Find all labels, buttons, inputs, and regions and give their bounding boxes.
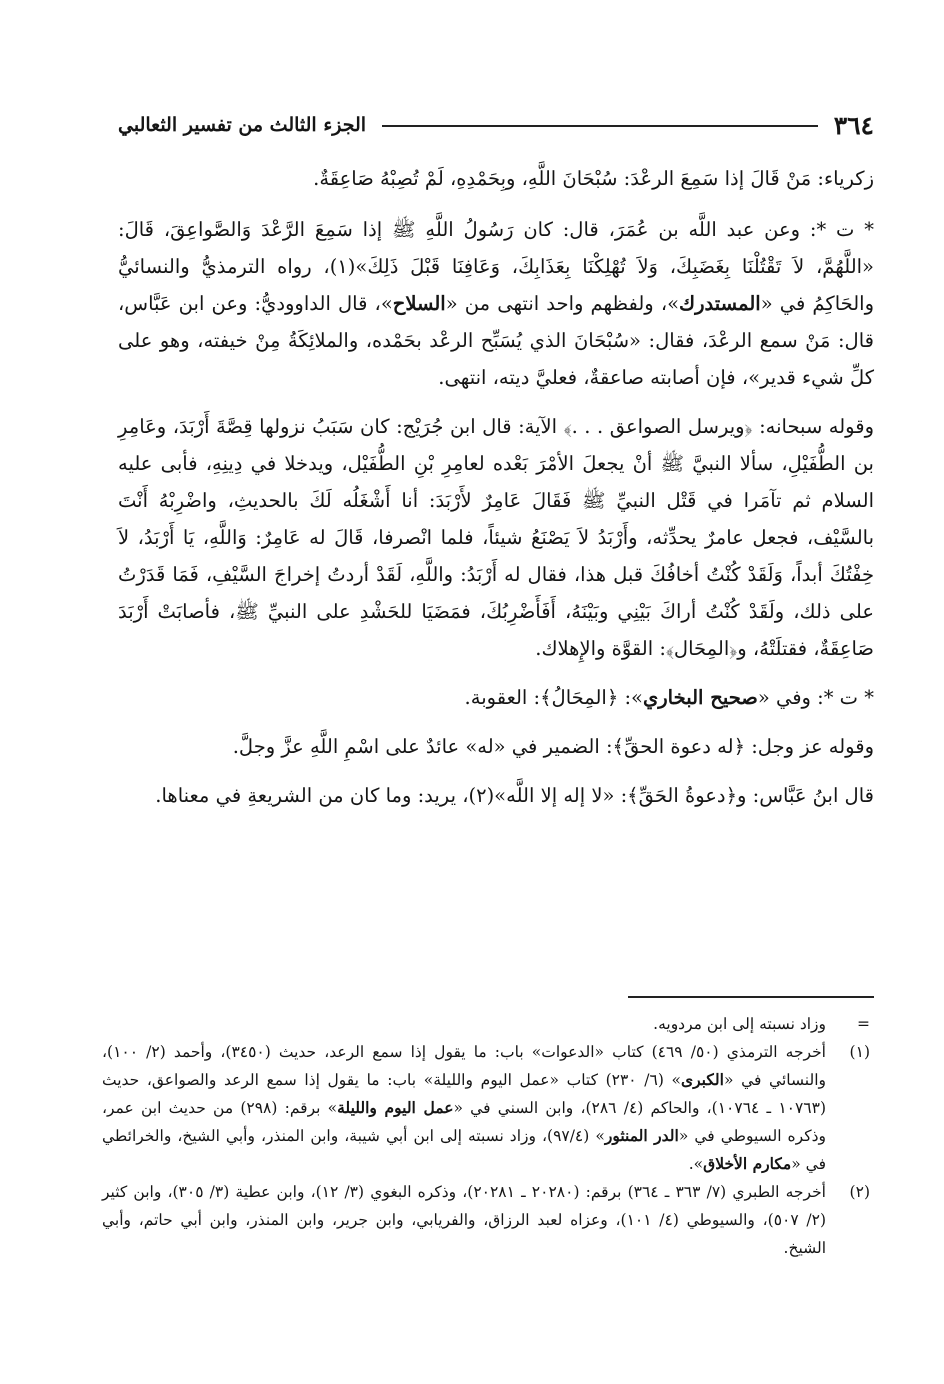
page-header bbox=[118, 108, 874, 142]
paragraph-4 bbox=[118, 679, 874, 716]
paragraph-3: وقوله سبحانه: ﴿ويرسل الصواعق . . .﴾ الآية: قال ابن جُرَيْج: كان سَبَبُ نزولها قِصَّةَ أَرْبَدَ، وعَامِرِ بن الطُّفَيْلِ، سألا النبيَّ ﷺ أنْ يجعلَ الأمْرَ بَعْده لعامِرِ بْنِ الطُّفَيْل، ويدخلا في دِينِهِ، فأبى عليه السلام ثم تآمَرا في قَتْل النبيِّ ﷺ فَقَالَ عَامِرٌ لأَرْبَدَ: أنا أَشْغَلُه لَكَ بالحديثِ، واضْرِبْهُ أَنْتَ بالسَّيْف، فجعل عامرٌ يحدِّثه، وأَرْبَدُ لاَ يَصْنَعُ شيئاً، فلما انْصرفا، قَالَ له عَامِرٌ: وَاللَّهِ، يَا أَرْبَدُ، لاَ خِفْتُكَ أبداً، وَلَقَدْ كُنْتُ أخافُكَ قبل هذا، فقال له أَرْبَدُ: واللَّهِ، لَقَدْ أردتُ إخراجَ السَّيْفِ، فَمَا قَدَرْتُ على ذلك، ولَقَدْ كُنْتُ أراكَ بَيْنِي وبَيْنَهُ، أَفَأَضْرِبُكَ، فمَضَيَا للحَشْدِ على النبيِّ ﷺ، فأصابَتْ أَرْبَدَ صَاعِقَةٌ، فقتلَتْهُ، و﴿المِحَال﴾: القوَّة والإِهلاك. bbox=[118, 415, 874, 660]
footnote-text: أخرجه الطبري (٧/ ٣٦٣ ـ ٣٦٤) برقم: (٢٠٢٨٠ ـ ٢٠٢٨١)، وذكره البغوي (٣/ ١٢)، وابن عطية (٣/ ٣٠٥)، وابن كثير (٢/ ٥٠٧)، والسيوطي (٤/ ١٠١)، وعزاه لعبد الرزاق، والفريابي، وابن جرير، وابن المنذر، وابن أبي حاتم، وأبي الشيخ. bbox=[102, 1183, 827, 1257]
paragraph-2 bbox=[118, 211, 874, 396]
footnote-text bbox=[102, 1038, 826, 1178]
footnote-1 bbox=[102, 1038, 874, 1178]
bold-title: صحيح البخاري bbox=[642, 686, 758, 709]
text-run: » برقم: (٢٩٨) من حديث ابن عمر، وذكره السيوطي في « bbox=[102, 1099, 826, 1145]
text-run: »، قال الداووديُّ: وعن ابن عَبَّاس، قال: مَنْ سمع الرعْدَ، فقال: «سُبْحَانَ الذي يُسَبِّح الرعْد بحَمْده، والملائِكَةُ مِنْ خيفته، وهو على كلِّ شيء قدير»، فإن أصابته صاعقةٌ، فعليَّ ديته، انتهى. bbox=[118, 292, 874, 389]
text-run: » (٩٧/٤)، وزاد نسبته إلى ابن أبي شيبة، وابن المنذر، وأبي الشيخ، والخرائطي في « bbox=[102, 1127, 826, 1173]
text-run: * ت *: وفي « bbox=[757, 686, 874, 709]
bold-title: المستدرك bbox=[679, 292, 761, 315]
bold-title: الدر المنثور bbox=[604, 1126, 679, 1145]
footnotes bbox=[102, 1010, 874, 1262]
footnote-marker: = bbox=[857, 1015, 870, 1033]
header-rule bbox=[382, 125, 818, 127]
bold-title: عمل اليوم والليلة bbox=[337, 1098, 454, 1117]
text-run: » (٦/ ٢٣٠) كتاب «عمل اليوم والليلة» باب: ما يقول إذا سمع الرعد والصواعق، حديث (١٠٧٦٣ ـ ١٠٧٦٤)، والحاكم (٤/ ٢٨٦)، وابن السني في « bbox=[102, 1071, 827, 1117]
page-number: ٣٦٤ bbox=[833, 110, 874, 140]
paragraph-6: قال ابنُ عَبَّاس: و﴿دعوةُ الحَقِّ﴾: «لا إله إلا اللَّه»(٢)، يريد: وما كان من الشريعةِ في معناها. bbox=[155, 784, 874, 807]
footnote-continuation bbox=[102, 1010, 874, 1038]
running-title: الجزء الثالث من تفسير الثعالبي bbox=[118, 114, 367, 136]
text-run: أخرجه الترمذي (٥٠/ ٤٦٩) كتاب «الدعوات» باب: ما يقول إذا سمع الرعد، حديث (٣٤٥٠)، وأحمد (٢/ ١٠٠)، والنسائي في « bbox=[102, 1043, 826, 1089]
footnote-separator bbox=[628, 996, 874, 998]
main-text bbox=[118, 160, 874, 826]
bold-title: الكبرى bbox=[681, 1070, 724, 1089]
text-run: ». bbox=[688, 1155, 704, 1173]
text-run: »، ولفظهم واحد انتهى من « bbox=[445, 292, 680, 315]
text-run: * ت *: وعن عبد اللَّه بن عُمَرَ، قال: كان رَسُولُ اللَّهِ ﷺ إذا سَمِعَ الرَّعْدَ وَالصَّواعِقَ، قَالَ: «اللَّهُمَّ، لاَ تَقْتُلْنَا بِغَضَبِكَ، وَلاَ تُهْلِكْنَا بِعَذَابِكَ، وَعَافِنَا قَبْلَ ذَلِكَ»(١)، رواه الترمذيُّ والنسائيُّ والحَاكِمُ في « bbox=[118, 218, 874, 315]
paragraph-1: زكرياء: مَنْ قَالَ إذا سَمِعَ الرعْدَ: سُبْحَانَ اللَّهِ، وبِحَمْدِهِ، لَمْ تُصِبْهُ صَاعِقَةٌ. bbox=[313, 167, 874, 190]
footnote-marker: (١) bbox=[849, 1043, 870, 1061]
text-run: »: ﴿المِحَالُ﴾: العقوبة. bbox=[464, 686, 643, 709]
paragraph-5: وقوله عز وجل: ﴿له دعوة الحقِّ﴾: الضمير في «له» عائدٌ على اسْمِ اللَّهِ عزَّ وجلَّ. bbox=[232, 735, 874, 758]
footnote-marker: (٢) bbox=[849, 1183, 870, 1201]
footnote-2 bbox=[102, 1178, 874, 1262]
bold-title: مكارم الأخلاق bbox=[703, 1154, 792, 1173]
footnote-text: وزاد نسبته إلى ابن مردويه. bbox=[653, 1015, 826, 1033]
bold-title: السلاح bbox=[392, 292, 446, 315]
